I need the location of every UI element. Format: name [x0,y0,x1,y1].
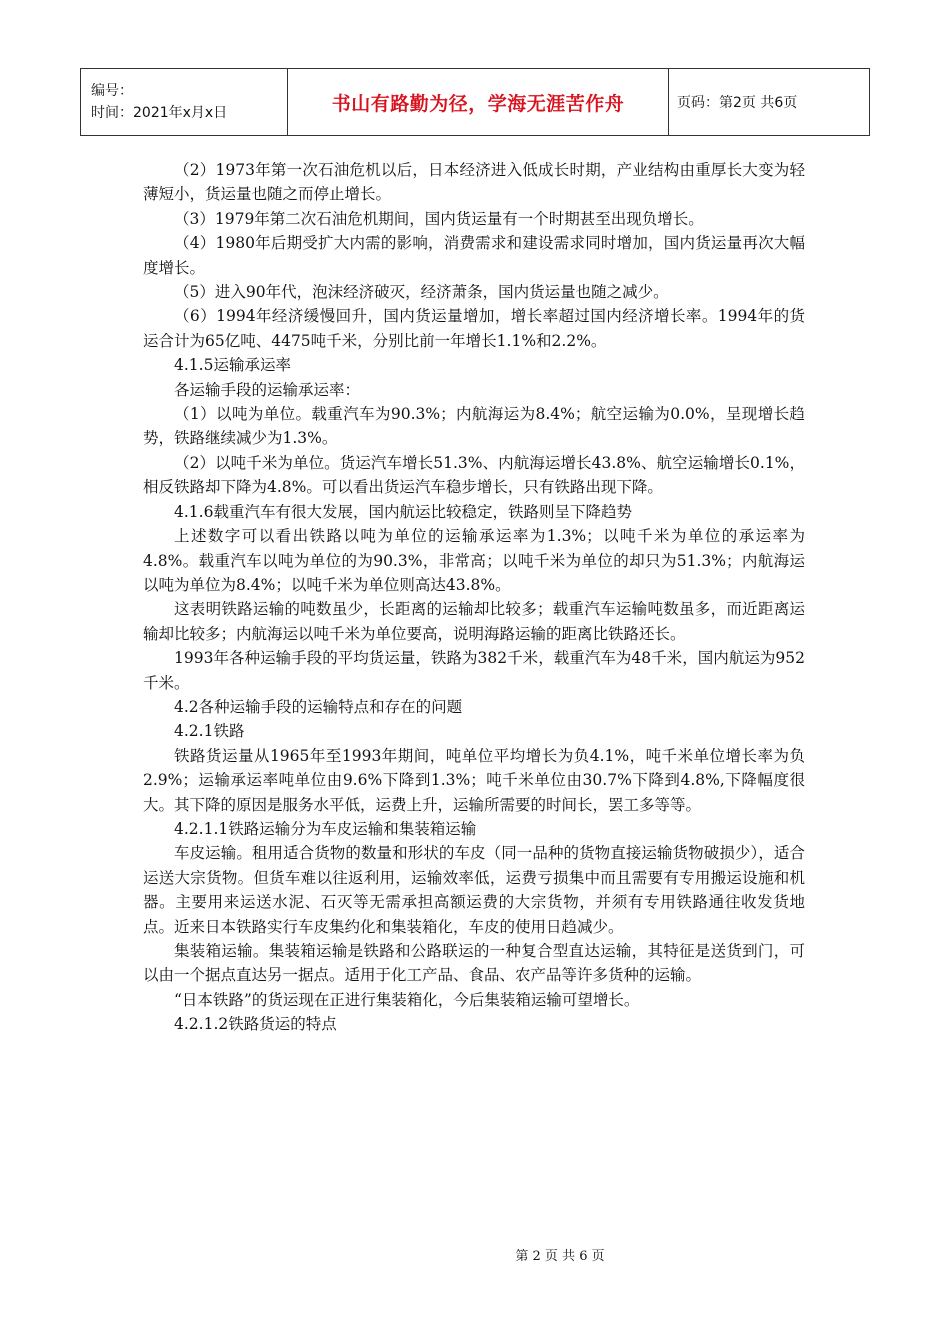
paragraph: （3）1979年第二次石油危机期间，国内货运量有一个时期甚至出现负增长。 [174,209,704,228]
paragraph: 集装箱运输。集装箱运输是铁路和公路联运的一种复合型直达运输，其特征是送货到门，可以由一个据点直达另一据点。适用于化工产品、食品、农产品等许多货种的运输。 [143,942,805,985]
document-body [143,158,805,1037]
paragraph: （1）以吨为单位。载重汽车为90.3%；内航海运为8.4%；航空运输为0.0%，呈现增长趋势，铁路继续减少为1.3%。 [143,405,805,448]
paragraph: 各运输手段的运输承运率： [174,380,361,399]
document-date: 时间：2021年x月x日 [91,105,228,121]
paragraph: （4）1980年后期受扩大内需的影响，消费需求和建设需求同时增加，国内货运量再次大幅度增长。 [143,234,805,277]
section-heading: 4.1.5运输承运率 [174,356,291,375]
section-heading: 4.1.6载重汽车有很大发展，国内航运比较稳定，铁路则呈下降趋势 [174,502,632,521]
paragraph: “日本铁路”的货运现在正进行集装箱化，今后集装箱运输可望增长。 [174,990,640,1009]
section-heading: 4.2.1.1铁路运输分为车皮运输和集装箱运输 [174,819,477,838]
paragraph: 车皮运输。租用适合货物的数量和形状的车皮（同一品种的货物直接运输货物破损少），适合运送大宗货物。但货车难以往返利用，运输效率低，运费亏损集中而且需要有专用搬运设施和机器。主要用来运送水泥、石灭等无需承担高额运费的大宗货物，并须有专用铁路通往收发货地点。近来日本铁路实行车皮集约化和集装箱化，车皮的使用日趋减少。 [143,844,805,936]
paragraph: 1993年各种运输手段的平均货运量，铁路为382千米，载重汽车为48千米，国内航运为952千米。 [143,649,805,692]
section-heading: 4.2各种运输手段的运输特点和存在的问题 [174,697,463,716]
paragraph: 这表明铁路运输的吨数虽少，长距离的运输却比较多；载重汽车运输吨数虽多，而近距离运输却比较多；内航海运以吨千米为单位要高，说明海路运输的距离比铁路还长。 [143,600,805,643]
paragraph: （2）以吨千米为单位。货运汽车增长51.3%、内航海运增长43.8%、航空运输增长0.1%，相反铁路却下降为4.8%。可以看出货运汽车稳步增长，只有铁路出现下降。 [143,453,805,497]
paragraph: 铁路货运量从1965年至1993年期间，吨单位平均增长为负4.1%，吨千米单位增长率为负2.9%；运输承运率吨单位由9.6%下降到1.3%；吨千米单位由30.7%下降到4.8%,下降幅度很大。其下降的原因是服务水平低，运费上升，运输所需要的时间长，罢工多等等。 [143,746,805,814]
page-header [80,68,870,136]
paragraph: 上述数字可以看出铁路以吨为单位的运输承运率为1.3%；以吨千米为单位的承运率为4.8%。载重汽车以吨为单位的为90.3%，非常高；以吨千米为单位的却只为51.3%；内航海运以吨为单位为8.4%；以吨千米为单位则高达43.8%。 [143,527,805,594]
header-meta [81,69,288,136]
document-number: 编号： [91,83,133,99]
paragraph: （5）进入90年代，泡沫经济破灭，经济萧条，国内货运量也随之减少。 [174,283,669,302]
header-motto: 书山有路勤为径，学海无涯苦作舟 [288,69,669,136]
section-heading: 4.2.1铁路 [174,722,245,741]
page-footer: 第 2 页 共 6 页 [515,1249,605,1264]
paragraph: （6）1994年经济缓慢回升，国内货运量增加，增长率超过国内经济增长率。1994年的货运合计为65亿吨、4475吨千米，分别比前一年增长1.1%和2.2%。 [143,307,805,350]
section-heading: 4.2.1.2铁路货运的特点 [174,1015,337,1034]
paragraph: （2）1973年第一次石油危机以后，日本经济进入低成长时期，产业结构由重厚长大变为轻薄短小，货运量也随之而停止增长。 [143,161,805,204]
header-page-code: 页码：第2页 共6页 [669,69,870,136]
